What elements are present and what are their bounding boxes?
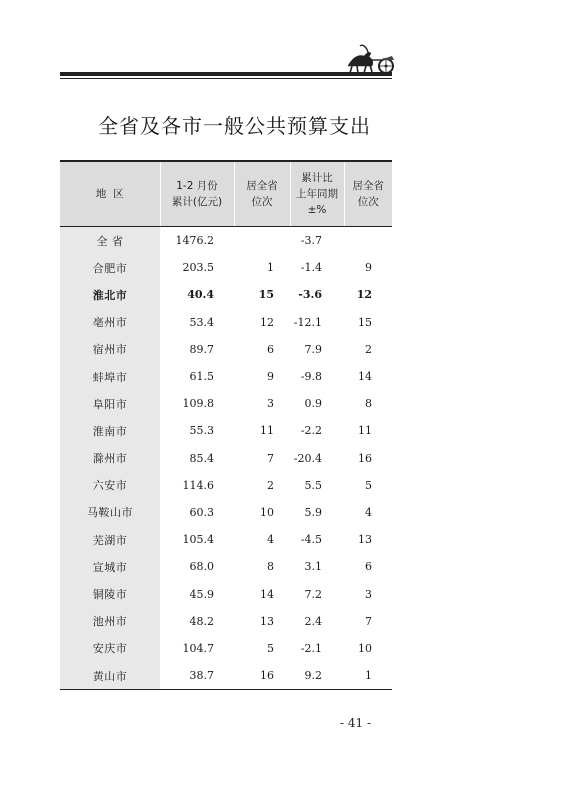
header-pct-line2: 上年同期 — [296, 188, 338, 200]
total-cell: 61.5 — [189, 370, 214, 384]
header-rank-line1: 居全省 — [246, 180, 278, 192]
region-cell: 宿州市 — [60, 336, 160, 363]
total-cell: 68.0 — [189, 560, 214, 574]
rank2-cell: 4 — [365, 505, 372, 519]
region-cell: 马鞍山市 — [60, 499, 160, 526]
rank-cell: 5 — [267, 641, 274, 655]
table-row — [60, 635, 392, 662]
header-total — [160, 161, 234, 227]
rank-cell: 10 — [260, 505, 274, 519]
table-row — [60, 390, 392, 417]
region-cell: 全 省 — [60, 227, 160, 255]
pct-cell: 7.2 — [304, 587, 322, 601]
rank-cell: 16 — [234, 662, 290, 690]
table-row — [60, 580, 392, 607]
rank-cell: 3 — [267, 397, 274, 411]
header-region — [60, 161, 160, 227]
total-cell: 85.4 — [189, 451, 214, 465]
total-cell: 203.5 — [182, 261, 214, 275]
rank-cell: 13 — [260, 614, 274, 628]
rank-cell: 11 — [260, 424, 274, 438]
table-body — [60, 227, 392, 690]
pct-cell: 0.9 — [304, 397, 322, 411]
total-cell: 1476.2 — [175, 234, 214, 248]
rank2-cell — [344, 227, 392, 255]
table-row — [60, 499, 392, 526]
region-cell: 六安市 — [60, 472, 160, 499]
table-row — [60, 227, 392, 255]
page-number: - 41 - — [339, 716, 371, 730]
pct-cell: -20.4 — [293, 451, 322, 465]
region-cell: 安庆市 — [60, 635, 160, 662]
header-rank — [234, 161, 290, 227]
table-row — [60, 336, 392, 363]
header-total-line2: 累计(亿元) — [171, 196, 223, 208]
region-cell: 铜陵市 — [60, 580, 160, 607]
total-cell: 38.7 — [160, 662, 234, 690]
pct-cell: -12.1 — [293, 315, 322, 329]
pct-cell: -2.1 — [300, 641, 322, 655]
rank2-cell: 6 — [365, 560, 372, 574]
pct-cell: -9.8 — [300, 370, 322, 384]
table-row — [60, 254, 392, 281]
table-row — [60, 553, 392, 580]
pct-cell: 5.5 — [304, 478, 322, 492]
region-cell: 蚌埠市 — [60, 363, 160, 390]
total-cell: 104.7 — [182, 641, 214, 655]
table-header-row — [60, 161, 392, 227]
pct-cell: -3.6 — [298, 288, 322, 302]
pct-cell: -3.7 — [300, 234, 322, 248]
budget-table — [60, 160, 392, 690]
rank2-cell: 8 — [365, 397, 372, 411]
rank2-cell: 14 — [358, 370, 372, 384]
region-cell: 宣城市 — [60, 553, 160, 580]
rank2-cell: 3 — [365, 587, 372, 601]
rank-cell: 7 — [267, 451, 274, 465]
table-row — [60, 309, 392, 336]
header-total-line1: 1-2 月份 — [176, 180, 218, 192]
rank-cell: 4 — [267, 533, 274, 547]
pct-cell: -2.2 — [300, 424, 322, 438]
table-row — [60, 445, 392, 472]
rank-cell: 2 — [267, 478, 274, 492]
rank2-cell: 1 — [344, 662, 392, 690]
region-cell: 黄山市 — [60, 662, 160, 690]
rank2-cell: 10 — [358, 641, 372, 655]
header-pct — [290, 161, 344, 227]
region-cell: 池州市 — [60, 608, 160, 635]
rank2-cell: 5 — [365, 478, 372, 492]
total-cell: 45.9 — [189, 587, 214, 601]
table-row — [60, 526, 392, 553]
rank2-cell: 2 — [365, 342, 372, 356]
table-row — [60, 281, 392, 308]
total-cell: 109.8 — [182, 397, 214, 411]
rank-cell: 1 — [267, 261, 274, 275]
header-rank-line2: 位次 — [251, 196, 273, 208]
rank-cell: 14 — [260, 587, 274, 601]
region-cell: 亳州市 — [60, 309, 160, 336]
pct-cell: 7.9 — [304, 342, 322, 356]
rank2-cell: 12 — [356, 288, 372, 302]
region-cell: 合肥市 — [60, 254, 160, 281]
table-row — [60, 472, 392, 499]
rank-cell: 15 — [258, 288, 274, 302]
header-rank2 — [344, 161, 392, 227]
header-region-label: 地 区 — [95, 188, 124, 200]
total-cell: 53.4 — [189, 315, 214, 329]
pct-cell: -1.4 — [300, 261, 322, 275]
pct-cell: 9.2 — [290, 662, 344, 690]
rank-cell: 6 — [267, 342, 274, 356]
rank-cell: 12 — [260, 315, 274, 329]
total-cell: 105.4 — [182, 533, 214, 547]
rank-cell — [234, 227, 290, 255]
total-cell: 48.2 — [189, 614, 214, 628]
total-cell: 55.3 — [189, 424, 214, 438]
table-row — [60, 363, 392, 390]
header-rank2-line1: 居全省 — [352, 180, 384, 192]
header-rule-thin — [60, 78, 392, 79]
total-cell: 40.4 — [187, 288, 214, 302]
pct-cell: -4.5 — [300, 533, 322, 547]
total-cell: 114.6 — [182, 478, 214, 492]
rank2-cell: 13 — [358, 533, 372, 547]
header-pct-line3: ±% — [307, 204, 327, 216]
rank2-cell: 9 — [365, 261, 372, 275]
horse-cart-logo-icon — [344, 40, 396, 76]
rank-cell: 8 — [267, 560, 274, 574]
header-rank2-line2: 位次 — [357, 196, 379, 208]
rank2-cell: 16 — [358, 451, 372, 465]
pct-cell: 2.4 — [304, 614, 322, 628]
total-cell: 60.3 — [189, 505, 214, 519]
rank2-cell: 7 — [365, 614, 372, 628]
region-cell: 淮北市 — [60, 281, 160, 308]
region-cell: 阜阳市 — [60, 390, 160, 417]
rank-cell: 9 — [267, 370, 274, 384]
region-cell: 芜湖市 — [60, 526, 160, 553]
pct-cell: 3.1 — [304, 560, 322, 574]
rank2-cell: 15 — [358, 315, 372, 329]
header-rule — [60, 72, 392, 76]
header-pct-line1: 累计比 — [301, 172, 333, 184]
total-cell: 89.7 — [189, 342, 214, 356]
table-row — [60, 608, 392, 635]
page-title: 全省及各市一般公共预算支出 — [98, 114, 371, 138]
region-cell: 淮南市 — [60, 417, 160, 444]
table-row — [60, 417, 392, 444]
region-cell: 滁州市 — [60, 445, 160, 472]
table-row — [60, 662, 392, 690]
pct-cell: 5.9 — [304, 505, 322, 519]
rank2-cell: 11 — [358, 424, 372, 438]
